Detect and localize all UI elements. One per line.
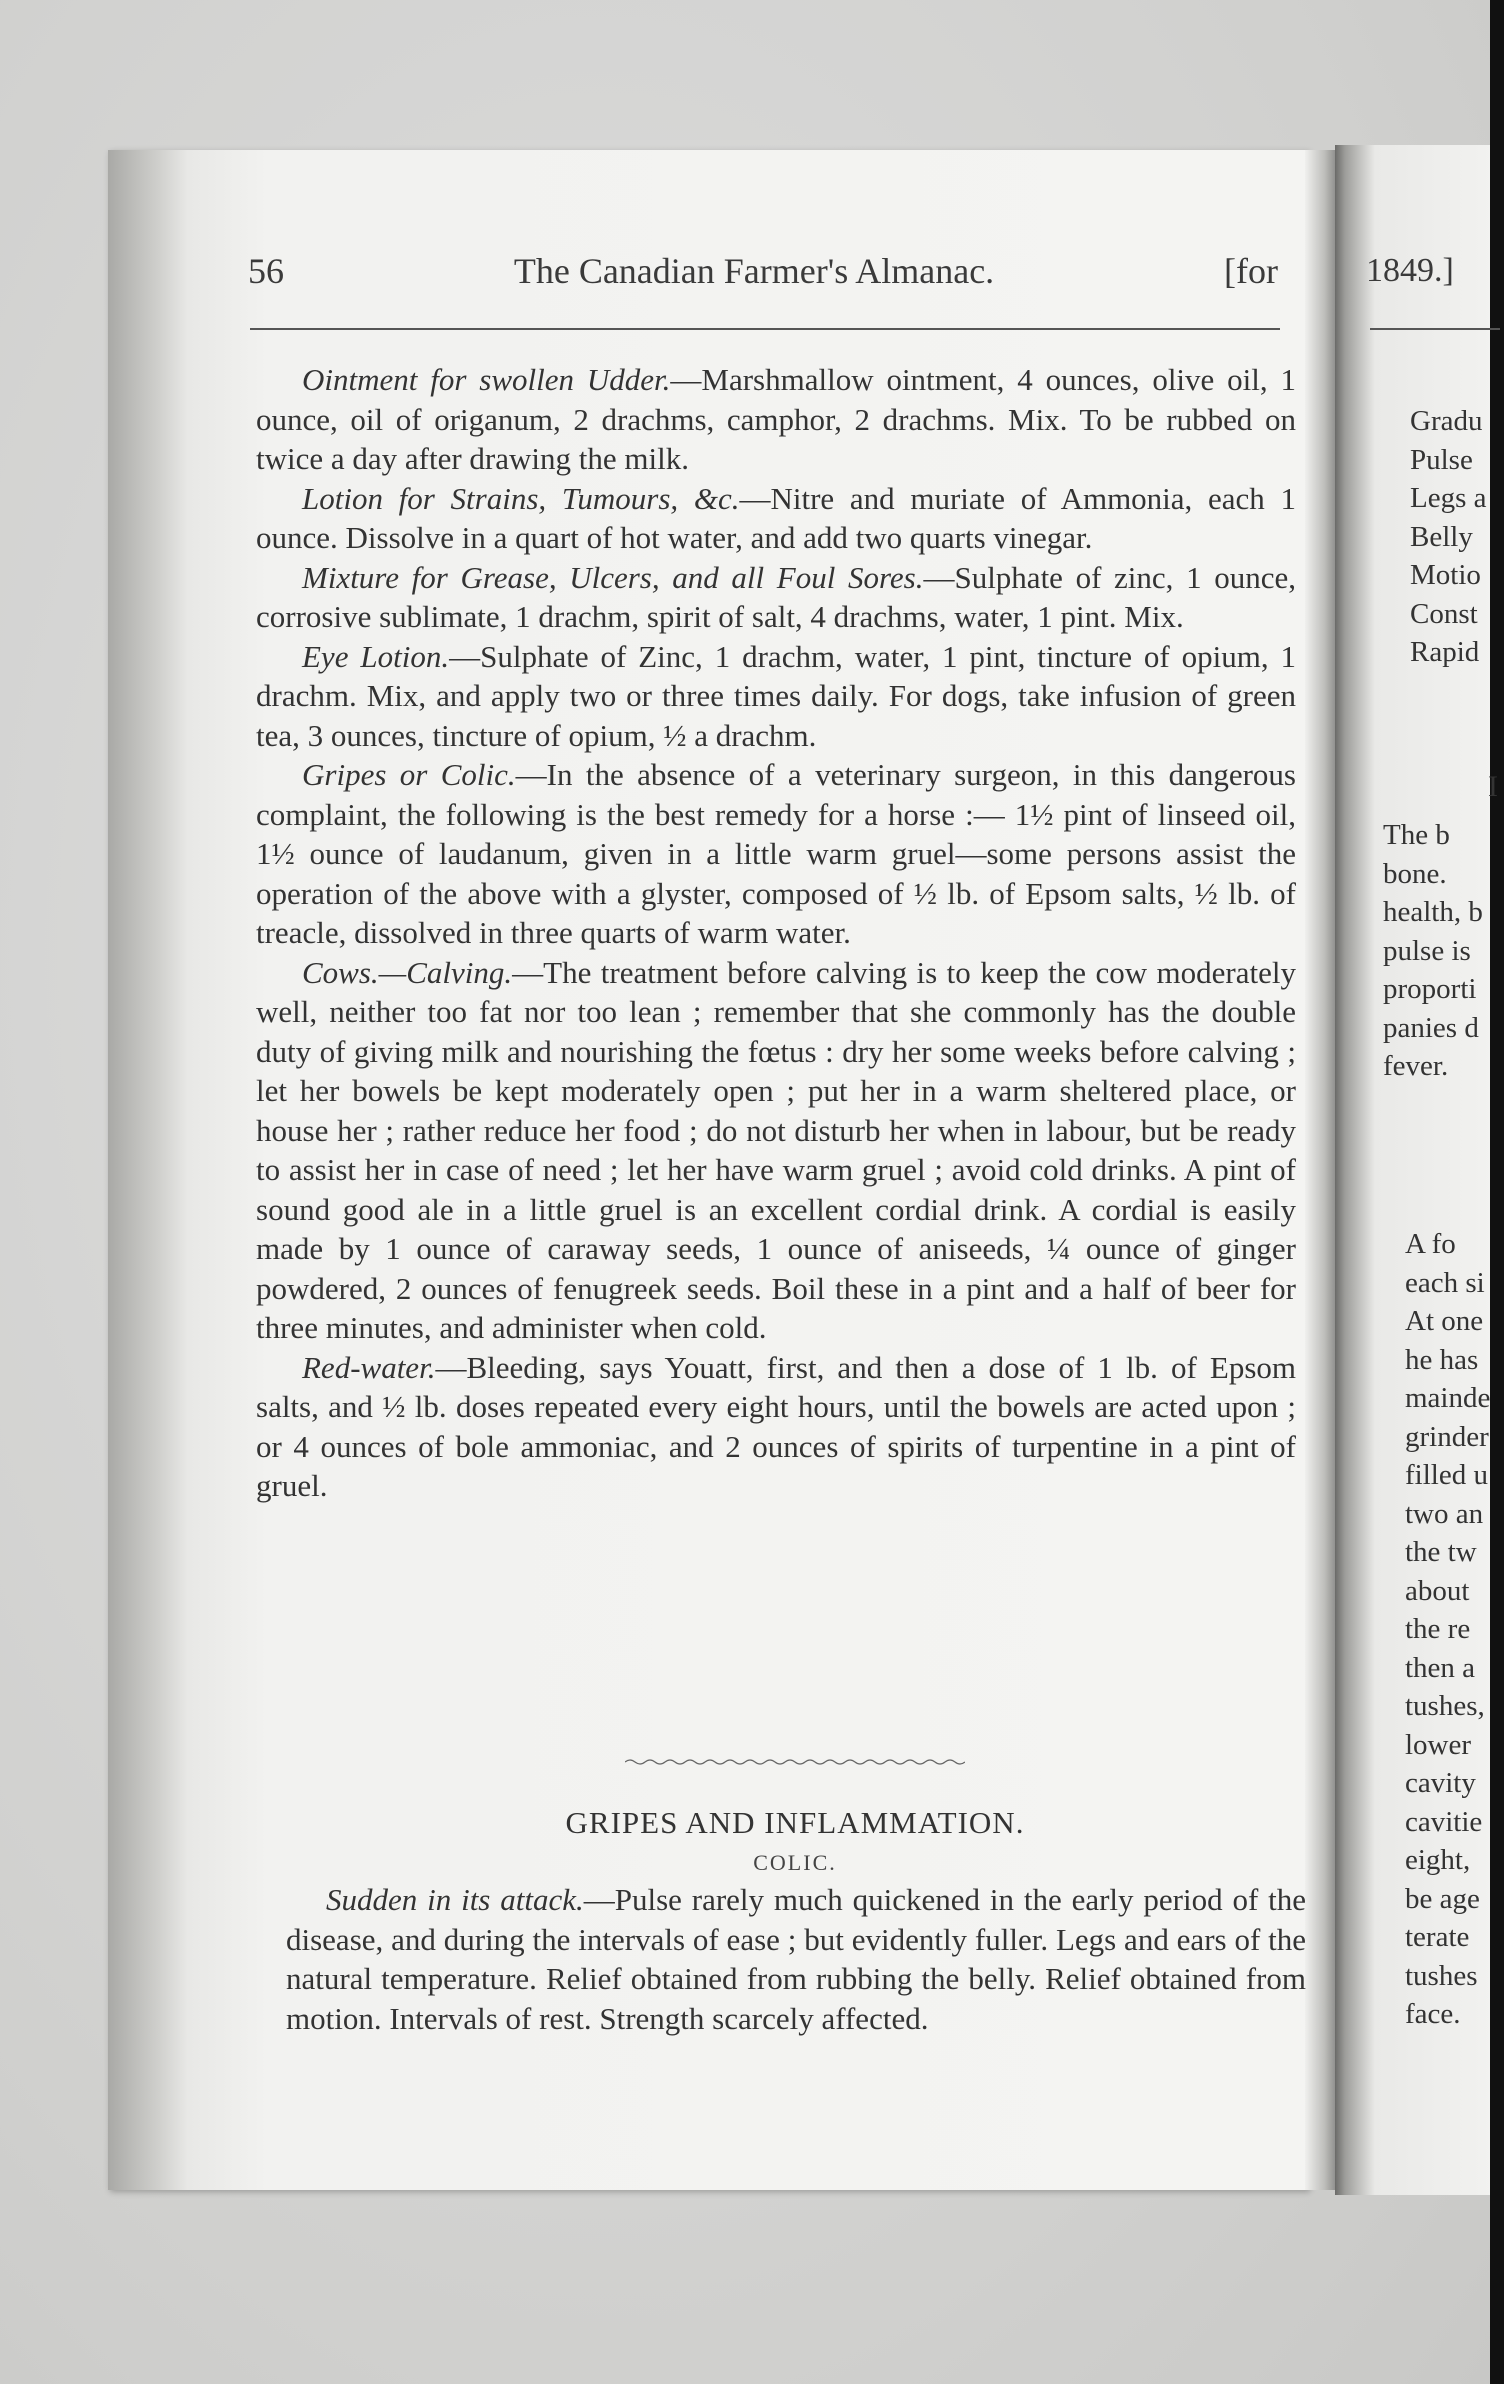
recipe-paragraph <box>256 755 1296 953</box>
right-fragment-line: mainde <box>1405 1382 1491 1414</box>
right-fragment-line: pulse is <box>1383 934 1471 967</box>
recipes-body <box>256 360 1296 1506</box>
right-fragment-line: cavity <box>1405 1767 1476 1799</box>
right-fragment-line: Motio <box>1410 559 1481 591</box>
recipe-paragraph <box>256 558 1296 637</box>
recipe-title: Gripes or Colic. <box>302 757 516 792</box>
right-fragment-line: the re <box>1405 1613 1471 1645</box>
recipe-text: —Sulphate of zinc, 1 ounce, corrosive sublimate, 1 drachm, spirit of salt, 4 drachms, water, 1 pint. Mix. <box>256 559 1296 634</box>
colic-text <box>286 1880 1306 2038</box>
right-fragment-line: At one <box>1405 1305 1484 1337</box>
right-running-year: 1849.] <box>1366 252 1454 289</box>
recipe-title: Ointment for swollen Udder. <box>302 362 671 397</box>
right-fragment-line: filled u <box>1405 1459 1488 1491</box>
recipe-text: —In the absence of a veterinary surgeon, in this dangerous complaint, the following is the best remedy for a horse :— 1½ pint of linseed oil, 1½ ounce of laudanum, given in a little warm gruel—some persons assist the operation of the above with a glyster, composed of ½ lb. of Epsom salts, ½ lb. of treacle, dissolved in three quarts of warm water. <box>256 757 1296 950</box>
recipe-text: —Sulphate of Zinc, 1 drachm, water, 1 pint, tincture of opium, 1 drachm. Mix, and apply two or three times daily. For dogs, take infusion of green tea, 3 ounces, tincture of opium, ½ a drachm. <box>256 638 1296 753</box>
right-fragment-line: terate <box>1405 1921 1470 1953</box>
colic-body: —Pulse rarely much quickened in the early period of the disease, and during the intervals of ease ; but evidently fuller. Legs and ears of the natural temperature. Relief obtained from rubbing the belly. Relief obtained from motion. Intervals of rest. Strength scarcely affected. <box>286 1882 1306 2036</box>
right-fragment-line: he has <box>1405 1343 1479 1376</box>
right-fragment-line: Pulse <box>1410 443 1473 476</box>
recipe-title: Red-water. <box>302 1349 436 1385</box>
recipe-text: —The treatment before calving is to keep the cow moderately well, neither too fat nor too lean ; remember that she commonly has the double duty of giving milk and nourishing the fœtus : dry her some weeks before calving ; let her bowels be kept moderately open ; put her in a warm sheltered place, or house her ; rather reduce her food ; do not disturb her when in labour, but be ready to assist her in case of need ; let her have warm gruel ; avoid cold drinks. A pint of sound good ale in a little gruel is an excellent cordial drink. A cordial is easily made by 1 ounce of caraway seeds, 1 ounce of aniseeds, ¼ ounce of ginger powdered, 2 ounces of fenugreek seeds. Boil these in a pint and a half of beer for three minutes, and administer when cold. <box>256 954 1296 1345</box>
right-fragment-line: Gradu <box>1410 405 1483 437</box>
right-fragment-line: tushes <box>1405 1959 1478 1992</box>
right-fragment-line: about <box>1405 1574 1470 1607</box>
right-fragment-list-1 <box>1410 402 1487 672</box>
right-fragment-line: Legs a <box>1410 482 1487 514</box>
right-fragment-line: cavitie <box>1405 1805 1483 1838</box>
right-fragment-line: Rapid <box>1410 636 1480 668</box>
right-fragment-line: face. <box>1405 1998 1461 2030</box>
right-fragment-list-3 <box>1405 1225 1490 2034</box>
page-number: 56 <box>248 251 284 291</box>
colic-paragraph <box>286 1880 1306 2038</box>
running-head <box>248 250 1278 292</box>
recipe-text: —Nitre and muriate of Ammonia, each 1 ounce. Dissolve in a quart of hot water, and add two quarts vinegar. <box>256 480 1296 555</box>
recipe-title: Eye Lotion. <box>302 638 450 674</box>
right-fragment-line: Const <box>1410 597 1478 630</box>
header-rule <box>250 328 1280 330</box>
right-fragment-line: two an <box>1405 1497 1484 1530</box>
right-fragment-line: eight, <box>1405 1844 1471 1876</box>
right-fragment-line: then a <box>1405 1651 1476 1684</box>
right-fragment-line: grinder <box>1405 1420 1489 1453</box>
running-title: The Canadian Farmer's Almanac. <box>513 251 995 291</box>
scan-edge <box>1490 0 1504 2384</box>
right-header-rule <box>1370 328 1500 330</box>
right-fragment-line: bone. <box>1383 857 1447 890</box>
colic-title: Sudden in its attack. <box>326 1882 584 1917</box>
right-fragment-line: be age <box>1405 1882 1480 1915</box>
section-subheading: COLIC. <box>753 1850 837 1875</box>
right-fragment-line: tushes, <box>1405 1690 1485 1722</box>
recipe-paragraph <box>256 479 1296 558</box>
right-fragment-line: panies d <box>1383 1011 1479 1044</box>
right-fragment-line: each si <box>1405 1266 1485 1299</box>
recipe-paragraph <box>256 360 1296 479</box>
right-fragment-line: A fo <box>1405 1228 1456 1260</box>
right-fragment-line: Belly <box>1410 520 1473 553</box>
recipe-paragraph <box>256 1348 1296 1506</box>
right-fragment-line: the tw <box>1405 1536 1477 1568</box>
running-bracket: [for <box>1224 251 1278 291</box>
recipe-paragraph <box>256 953 1296 1348</box>
right-fragment-line: proporti <box>1383 973 1477 1005</box>
ornamental-divider <box>625 1757 965 1767</box>
recipe-title: Mixture for Grease, Ulcers, and all Foul Sores. <box>302 559 924 595</box>
right-fragment-list-2 <box>1383 816 1483 1086</box>
section-heading: GRIPES AND INFLAMMATION. <box>565 1805 1025 1840</box>
recipe-title: Cows.—Calving. <box>302 954 513 990</box>
recipe-title: Lotion for Strains, Tumours, &c. <box>302 480 740 516</box>
right-fragment-line: health, b <box>1383 896 1483 928</box>
recipe-text: —Bleeding, says Youatt, first, and then a dose of 1 lb. of Epsom salts, and ½ lb. doses repeated every eight hours, until the bowels are acted upon ; or 4 ounces of bole ammoniac, and 2 ounces of spirits of turpentine in a pint of gruel. <box>256 1349 1296 1503</box>
right-fragment-line: lower <box>1405 1728 1472 1761</box>
right-fragment-line: The b <box>1383 819 1450 851</box>
right-fragment-line: fever. <box>1383 1050 1449 1082</box>
book-gutter <box>1305 150 1337 2190</box>
recipe-paragraph <box>256 637 1296 756</box>
recipe-text: —Marshmallow ointment, 4 ounces, olive oil, 1 ounce, oil of origanum, 2 drachms, camphor, 2 drachms. Mix. To be rubbed on twice a day after drawing the milk. <box>256 362 1296 476</box>
right-roman-numeral: I <box>1488 770 1498 803</box>
